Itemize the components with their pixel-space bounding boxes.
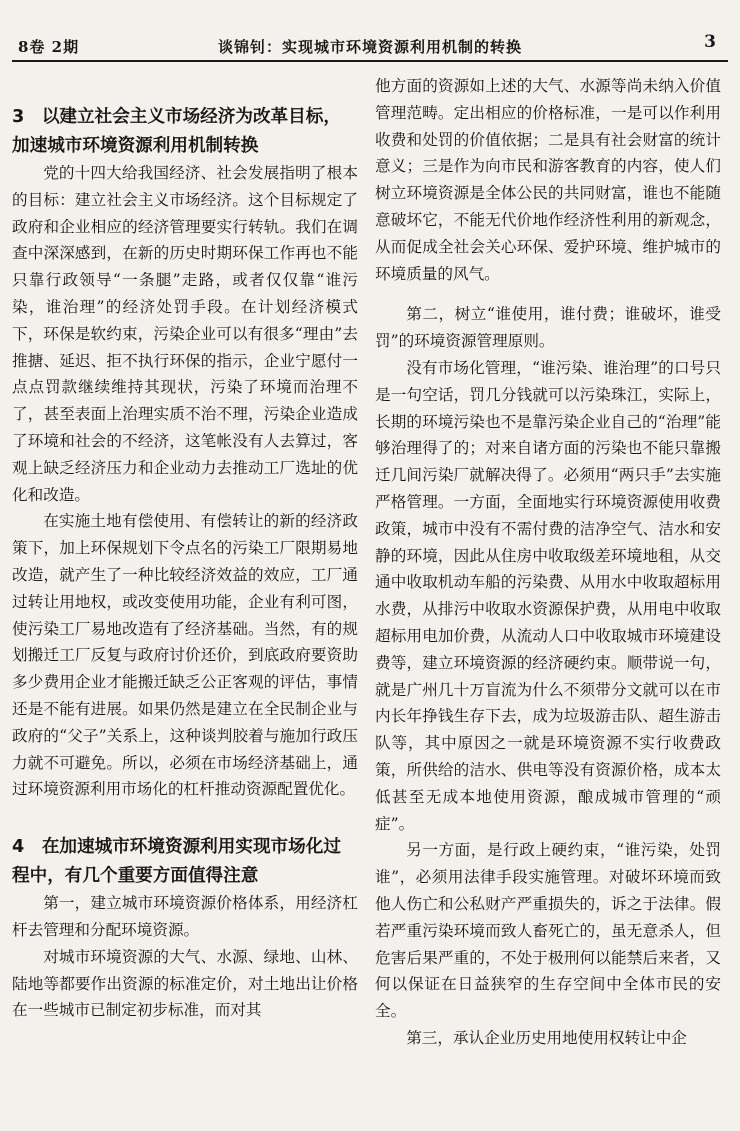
paragraph: 第一，建立城市环境资源价格体系，用经济杠杆去管理和分配环境资源。 — [12, 894, 358, 939]
paragraph: 第三，承认企业历史用地使用权转让中企 — [406, 1028, 687, 1047]
left-column — [12, 73, 358, 1123]
paragraph-continued: 他方面的资源如上述的大气、水源等尚未纳入价值管理范畴。定出相应的价格标准，一是可以作利用收费和处罚的价值依据；二是具有社会财富的统计意义；三是作为向市民和游客教育的内容，使人们树立环境资源是全体公民的共同财富，谁也不能随意破坏它，不能无代价地作经济性利用的新观念，从而促成全社会关心环保、爱护环境、维护城市的环境质量的风气。 — [375, 77, 721, 283]
page-number: 3 — [704, 32, 716, 52]
paragraph: 没有市场化管理，“谁污染、谁治理”的口号只是一句空话，罚几分钱就可以污染珠江，实际上，长期的环境污染也不是靠污染企业自己的“治理”能够治理得了的；对来自诸方面的污染也不能只靠搬迁几间污染厂就解决得了。必须用“两只手”去实施严格管理。一方面，全面地实行环境资源使用收费政策，城市中没有不需付费的洁净空气、洁水和安静的环境，因此从住房中收取级差环境地租，从交通中收取机动车船的污染费、从用水中收取超标用水费，从排污中收取水资源保护费，从用电中收取超标用电加价费，从流动人口中收取城市环境建设费等，建立环境资源的经济硬约束。顺带说一句，就是广州几十万盲流为什么不须带分文就可以在市内长年挣钱生存下去，成为垃圾游击队、超生游击队等，其中原因之一就是环境资源不实行收费政策，所供给的洁水、供电等没有资源价格，成本太低甚至无成本地使用资源，酿成城市管理的“顽症”。 — [375, 358, 721, 833]
header-rule — [12, 60, 728, 62]
paragraph: 对城市环境资源的大气、水源、绿地、山林、陆地等都要作出资源的标准定价，对土地出让价格在一些城市已制定初步标准，而对其 — [12, 947, 358, 1020]
paragraph: 在实施土地有偿使用、有偿转让的新的经济政策下，加上环保规划下令点名的污染工厂限期易地改造，就产生了一种比较经济效益的效应，工厂通过转让用地权，或改变使用功能，企业有利可图，使污染工厂易地改造有了经济基础。当然，有的规划搬迁工厂反复与政府讨价还价，到底政府要资助多少费用企业才能搬迁缺乏公正客观的评估，事情还是不能有进展。如果仍然是建立在全民制企业与政府的“父子”关系上，这种谈判胶着与施加行政压力就不可避免。所以，必须在市场经济基础上，通过环境资源利用市场化的杠杆推动资源配置优化。 — [12, 512, 358, 799]
running-title: 谈锦钊：实现城市环境资源利用机制的转换 — [217, 38, 522, 56]
section-4-heading: 4 在加速城市环境资源利用实现市场化过程中，有几个重要方面值得注意 — [12, 837, 341, 886]
paragraph: 党的十四大给我国经济、社会发展指明了根本的目标：建立社会主义市场经济。这个目标规定了政府和企业相应的经济管理要实行转轨。我们在调查中深深感到，在新的历史时期环保工作再也不能只靠行政领导“一条腿”走路，或者仅仅靠“谁污染，谁治理”的经济处罚手段。在计划经济模式下，环保是软约束，污染企业可以有很多“理由”去推搪、延迟、拒不执行环保的指示，企业宁愿付一点点罚款继续维持其现状，污染了环境而治理不了，甚至表面上治理实质不治不理，污染企业造成了环境和社会的不经济，这笔帐没有人去算过，客观上缺乏经济压力和企业动力去推动工厂选址的优化和改造。 — [12, 164, 358, 504]
page-header — [0, 0, 740, 62]
paragraph: 另一方面，是行政上硬约束，“谁污染，处罚谁”，必须用法律手段实施管理。对破坏环境而致他人伤亡和公私财产严重损失的，诉之于法律。假若严重污染环境而致人畜死亡的，虽无意杀人，但危害后果严重的，不处于极刑何以能禁后来者，又何以保证在日益狭窄的生存空间中全体市民的安全。 — [375, 841, 721, 1021]
right-column — [375, 73, 721, 1123]
paragraph: 第二，树立“谁使用，谁付费；谁破坏，谁受罚”的环境资源管理原则。 — [375, 305, 721, 351]
journal-volume: 8卷 2期 — [18, 38, 80, 56]
section-3-heading: 3 以建立社会主义市场经济为改革目标，加速城市环境资源利用机制转换 — [12, 107, 341, 156]
